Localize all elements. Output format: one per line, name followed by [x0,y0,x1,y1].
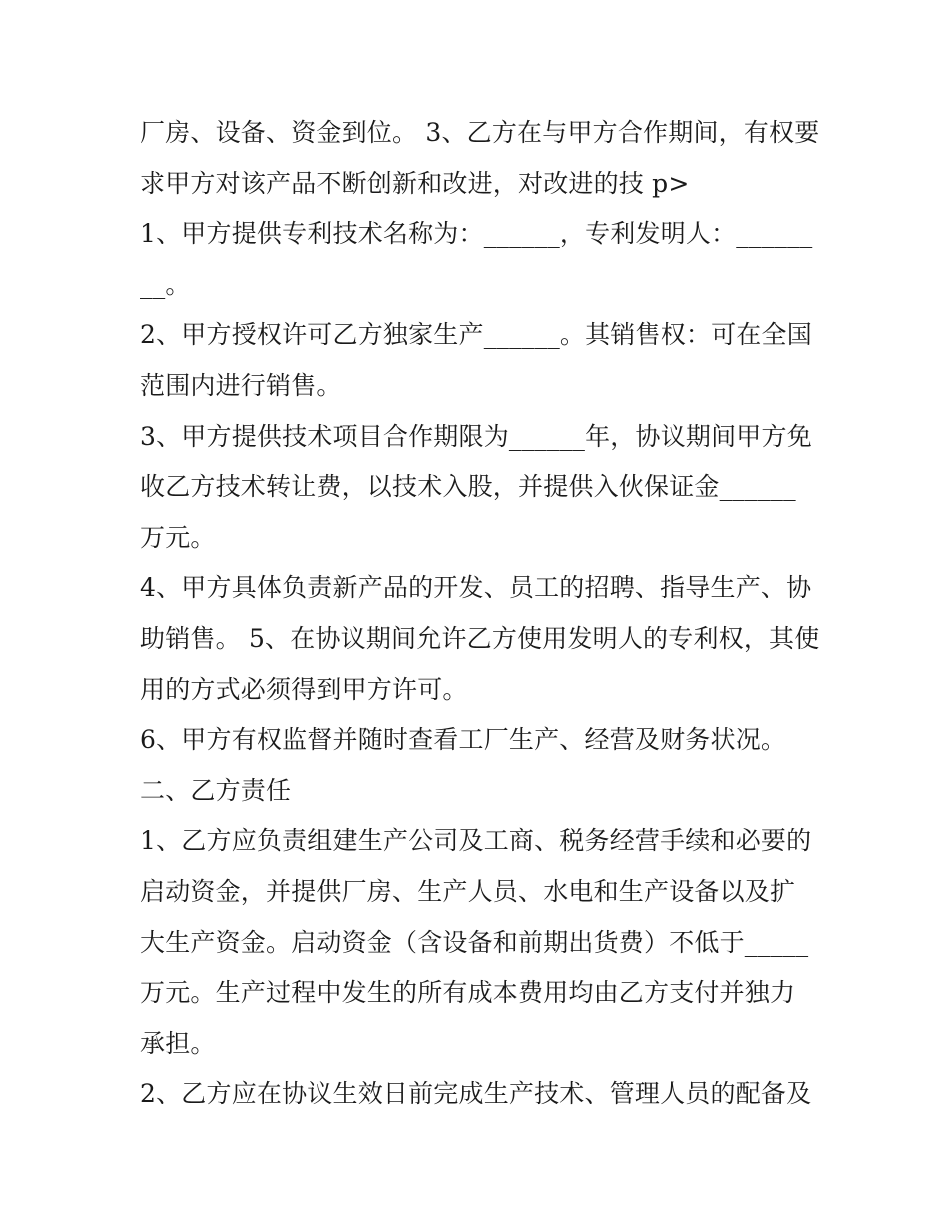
paragraph-party-b-setup: 1、乙方应负责组建生产公司及工商、税务经营手续和必要的启动资金，并提供厂房、生产人员、水电和生产设备以及扩大生产资金。启动资金（含设备和前期出货费）不低于_____万元。生产过程中发生的所有成本费用均由乙方支付并独力承担。 [140,826,812,1058]
document-body [140,108,820,1120]
paragraph-supervision-right: 6、甲方有权监督并随时查看工厂生产、经营及财务状况。 [140,725,787,755]
paragraph-party-b-staffing: 2、乙方应在协议生效日前完成生产技术、管理人员的配备及 [140,1079,812,1109]
paragraph-cooperation-term: 3、甲方提供技术项目合作期限为______年，协议期间甲方免收乙方技术转让费，以技术入股，并提供入伙保证金______万元。 [140,421,812,552]
paragraph-party-a-duties: 4、甲方具体负责新产品的开发、员工的招聘、指导生产、协助销售。 5、在协议期间允许乙方使用发明人的专利权，其使用的方式必须得到甲方许可。 [140,573,820,704]
paragraph-patent-name: 1、甲方提供专利技术名称为：______，专利发明人：________。 [140,219,813,299]
section-heading-party-b: 二、乙方责任 [140,775,292,805]
paragraph-continuation: 厂房、设备、资金到位。 3、乙方在与甲方合作期间，有权要求甲方对该产品不断创新和改进，对改进的技 p> [140,118,820,198]
paragraph-exclusive-production: 2、甲方授权许可乙方独家生产______。其销售权：可在全国范围内进行销售。 [140,320,812,400]
